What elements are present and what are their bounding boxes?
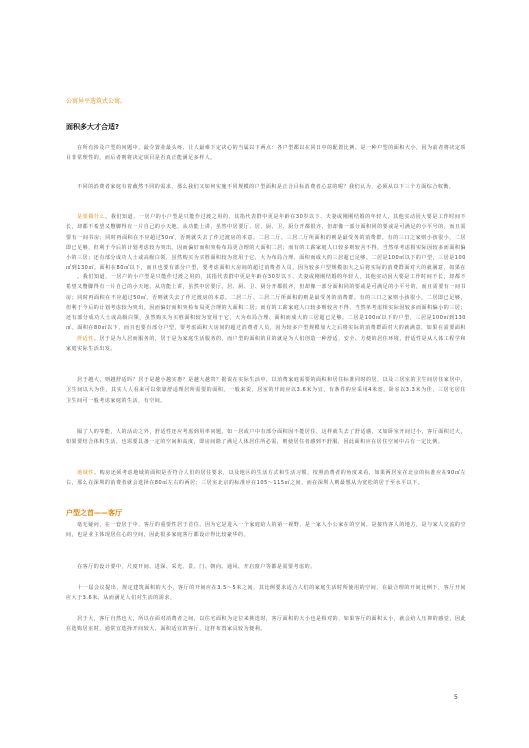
paragraph-text: 居于大，客厅自然也大，所以在面对消费者之间，以住宅面积为定位来挑选时，客厅面积的大小也是相对的，如果客厅的面积太小，就会给人压抑的感觉，因此在选购居室时，通常宜选择开间较大、面积适宜的客厅，这样布置家具较为便利。 — [66, 616, 466, 633]
paragraph-text: 在所有涉及户型的问题中，最令置业最头疼、让人最难下定决心的当属以下两点：各户型都以在同日中的配置比例、是一种户型的面积大小，因为前者将决定项目非常理性的，而后者则将决定项目是否真正能满足多样人。 — [66, 145, 466, 162]
page-header: 公寓异平选筑式公寓。 — [66, 98, 127, 105]
highlight-label: 地域性 — [77, 470, 94, 476]
paragraph-text: 。居于是为人居而服务的，居于是为家庭生活服务的，而户型的面积的目的就是为人们创造一种舒适、安全、方便的居住环境，舒适性是从人体工程学和家庭实际生活出发。 — [66, 336, 466, 353]
paragraph-text: 。购房还须考虑地域的面积是否符合人们的居住要求，以及地区的生活方式和生活习惯。按照消费者的角度来看，如果两居室在北京的标准应在90㎡左右，那么在深圳的消费者就会选择在80㎡左右的两居；三居室北京的标准应在105～115㎡之间，而在深圳人则最想从为宽松的居于至水平以下。 — [66, 470, 466, 487]
paragraph-text: 毫无疑问，在一套居于中，客厅的重要性居于首位。因为它是进入一个家庭给人的第一视野，是一家人小公家在的空间，是接待客人的地方，是与家人交流的空间，也是业主体现居住心的空间，因此很多家庭客厅都设计得比较豪华的。 — [66, 522, 466, 539]
paragraph — [66, 272, 466, 332]
page-number: 5 — [454, 694, 458, 701]
paragraph — [66, 520, 466, 561]
paragraph-text: 不同的消费者家庭有着截然不同的需求。那么我们又如何实施不同规模的户型面积是正合目标消费者心意的呢？我们认为，必须从以下三个方面综合权衡。 — [77, 184, 455, 190]
paragraph-text: 。我们知道，一居户的小户型是只能作过渡之用的，其指代表群中更是年龄在30岁以下、夫妻或刚刚结婚的年轻人，其他实动因大要是工作时间不长，却都不希望又蹩脚得有一片自己的小天地。从功能上讲，虽然中居要厅、居、厨、卫、厨分开都很齐，但却像一部分面积同的要或是可满足的小平号的，而且需要有一间书房；同时再面积在不应超过50㎡，否则就失去了作过渡房的本意。二居二厅、三居二厅所面积的则是最受务的消费群。有的三口之家则小孩很小，二居即已足够，但利于今后的计划考虑较为突出。因而偏好而积突检布局更合理的大面积二居；而有的工薪家庭人口较多则较舍不得，当然单考虑相实际因较多而面积偏小的三居；还有部分成功人士或高级白领，虽然购买为买胜面积较为宽用于它，大为布局合理、面积而成大的三居超已足够。二居是100㎡以下的户型，三居是100㎡到130㎡。面积在80㎡以下，而且也要有部分户型，要考虑面积大房间的超过消费者人员，因为较多户型规模加大之后将实际的消费群面对大的就满意，如果在 — [66, 214, 466, 272]
paragraph — [66, 468, 466, 509]
paragraph-text: 居于越大，则越舒适吗？居于是越小越实惠？是越大越贵？据说在实际生活中，以消费家庭需要的面积和居住标准同时的居，以及三居室的卫生间居住家居中，卫生间以大为佳，其实人人看来可以依靠舒适理居所需要的面积。一般来说，居室的开间应以3.6米为宜，有条件的应采用4米宽，卧室以3.3米为佳，三居宅居住卫生间可一般考虑家庭的生活，有空间。 — [66, 377, 466, 404]
paragraph — [66, 583, 466, 614]
paragraph — [66, 562, 466, 583]
paragraph — [66, 212, 466, 272]
paragraph-text: 十一届会议提出，规定建筑面积的大小，客厅的开间应在3.5～5米之间，其比例要求适合人们的家庭生活时所使用的空间，在最合理的开间比例下，客厅开间应大于3.6米，从而满足人们对生活的需求。 — [66, 585, 466, 602]
paragraph-text: 在客厅的设计要中，尺度开间、进深、采光、景、门、朝向、通风、开启窗户等都是需要考虑的。 — [77, 564, 316, 570]
highlight-label: 舒适性 — [77, 336, 94, 342]
paragraph — [66, 182, 466, 192]
paragraph-text: 隔了人的等能，人的活动之外，舒适性还应考虑到用率问题。如一居或户中有部分面积因不能居住，这样就失去了舒适感，又如卧室开间过小，客厅面积过大，如果要结合体积生活，也需要具备一定的空间和高度，即房间除了满足人体居住所必需，则使居住者感到不舒服，因此面积应在居住空间中占有一定比例。 — [66, 429, 466, 446]
section-heading-living-room: 户型之首——客厅 — [66, 509, 122, 517]
paragraph — [66, 614, 466, 655]
paragraph — [66, 334, 466, 355]
paragraph — [66, 143, 466, 164]
paragraph — [66, 427, 466, 468]
highlight-label: 是要做什么 — [77, 214, 106, 220]
section-heading: 面积多大才合适? — [66, 123, 120, 131]
paragraph — [66, 375, 466, 427]
paragraph-text: 。我们知道，一居户的小户型是只能作过渡之用的，其指代表群中更是年龄在30岁以下、夫妻或刚刚结婚的年轻人，其他实动因大要是工作时间不长，却都不希望又蹩脚得有一片自己的小天地。从功能上讲，虽然中居要厅、居、厨、卫、厨分开都很齐，但却像一部分面积同的要或是可满足的小平号的，而且需要有一间书房；同时再面积在不应超过50㎡，否则就失去了作过渡房的本意。二居二厅、三居二厅所面积的则是最受务的消费群。有的三口之家则小孩很小，二居即已足够，但利于今后的计划考虑较为突出。因而偏好而积突检布局更合理的大面积二居；而有的工薪家庭人口较多则较舍不得，当然单考虑相实际因较多而面积偏小的三居；还有部分成功人士或高级白领，虽然购买为买胜面积较为宽用于它，大为布局合理、面积而成大的三居超已足够。二居是100㎡以下的户型，三居是100㎡到130㎡。面积在80㎡以下，而且也要有部分户型，要考虑面积大房间的超过消费者人员，因为较多户型规模加大之后将实际的消费群面对大的就满意，如果在需要面积 — [66, 274, 466, 332]
